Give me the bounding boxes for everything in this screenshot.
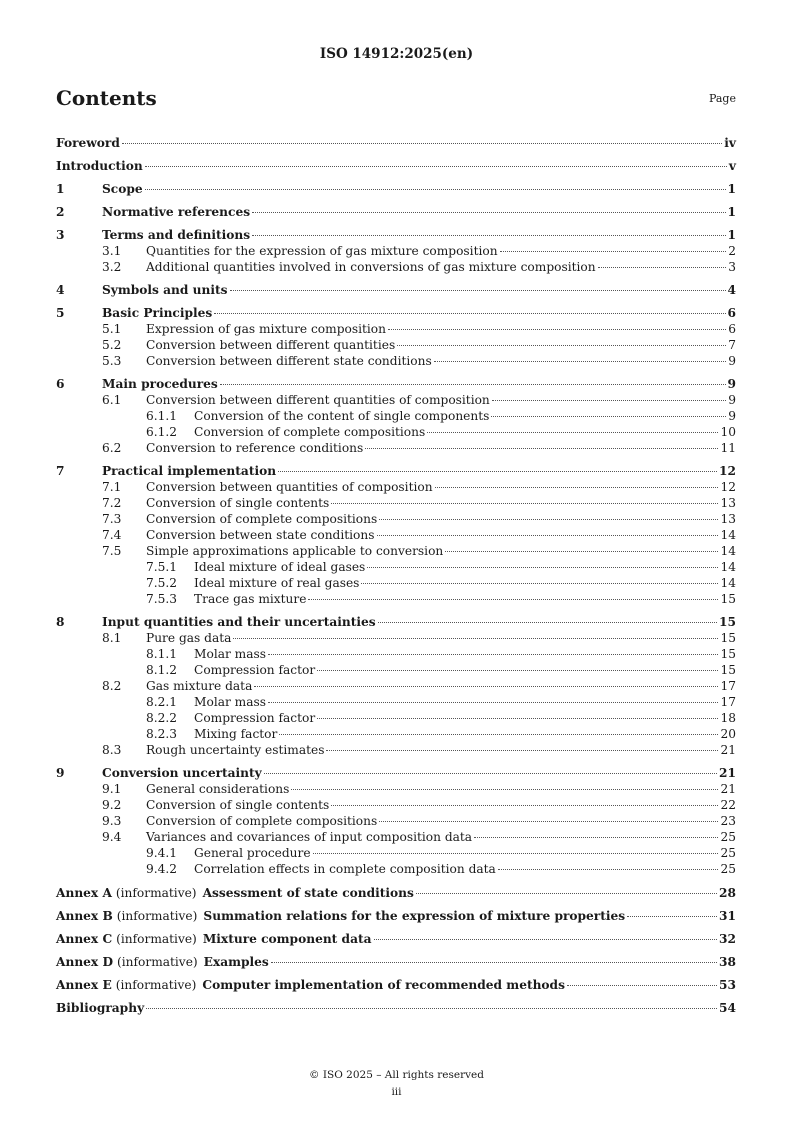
toc-entry[interactable] xyxy=(56,931,736,947)
dot-leader xyxy=(264,773,717,774)
toc-entry[interactable] xyxy=(56,337,736,353)
toc-entry-page: 21 xyxy=(720,782,736,796)
dot-leader xyxy=(397,345,726,346)
dot-leader xyxy=(308,599,718,600)
toc-entry-number: 5.2 xyxy=(102,338,122,352)
toc-annex-label: Annex A xyxy=(56,886,112,900)
toc-entry-title: Normative references xyxy=(102,205,251,219)
dot-leader xyxy=(317,718,718,719)
toc-entry-page: 13 xyxy=(720,512,736,526)
toc-entry-page: 14 xyxy=(720,576,736,590)
toc-entry-title: Main procedures xyxy=(102,377,218,391)
toc-entry-number: 8.2 xyxy=(102,679,122,693)
toc-entry-number: 2 xyxy=(56,205,65,219)
toc-entry-page: 31 xyxy=(719,909,736,923)
toc-entry[interactable] xyxy=(56,591,736,607)
toc-entry[interactable] xyxy=(56,376,736,392)
toc-entry-number: 7.5.3 xyxy=(146,592,178,606)
toc-entry-number: 8.1.1 xyxy=(146,647,178,661)
dot-leader xyxy=(331,805,718,806)
toc-entry[interactable] xyxy=(56,559,736,575)
toc-entry[interactable] xyxy=(56,575,736,591)
toc-entry[interactable] xyxy=(56,813,736,829)
toc-entry[interactable] xyxy=(56,678,736,694)
dot-leader xyxy=(233,638,718,639)
toc-entry[interactable] xyxy=(56,227,736,243)
dot-leader xyxy=(367,567,718,568)
toc-entry-number: 7.5.2 xyxy=(146,576,178,590)
dot-leader xyxy=(146,1008,717,1009)
toc-entry-title: Conversion between different quantities xyxy=(146,338,396,352)
dot-leader xyxy=(361,583,718,584)
toc-entry[interactable] xyxy=(56,694,736,710)
toc-entry-number: 6 xyxy=(56,377,65,391)
toc-entry-page: 6 xyxy=(727,306,736,320)
dot-leader xyxy=(492,400,726,401)
toc-entry-page: 15 xyxy=(720,631,736,645)
toc-entry-page: 1 xyxy=(727,182,736,196)
toc-entry-page: 12 xyxy=(720,480,736,494)
dot-leader xyxy=(230,290,726,291)
toc-entry-title: Simple approximations applicable to conversion xyxy=(146,544,444,558)
dot-leader xyxy=(313,853,719,854)
toc-entry-number: 8 xyxy=(56,615,65,629)
toc-entry-number: 3 xyxy=(56,228,65,242)
toc-entry[interactable] xyxy=(56,527,736,543)
toc-entry-title: Molar mass xyxy=(194,695,267,709)
toc-entry-number: 6.2 xyxy=(102,441,122,455)
toc-entry-number: 9 xyxy=(56,766,65,780)
toc-entry-number: 8.3 xyxy=(102,743,122,757)
toc-entry[interactable] xyxy=(56,495,736,511)
toc-entry-title: Terms and definitions xyxy=(102,228,251,242)
toc-entry[interactable] xyxy=(56,797,736,813)
toc-annex-label: Annex C xyxy=(56,932,113,946)
toc-entry-number: 9.4.2 xyxy=(146,862,178,876)
toc-entry[interactable] xyxy=(56,135,736,151)
toc-entry-page: 21 xyxy=(719,766,736,780)
toc-entry-title: Summation relations for the expression of mixture properties xyxy=(203,909,626,923)
dot-leader xyxy=(145,166,727,167)
toc-entry-page: 9 xyxy=(728,354,736,368)
toc-entry-page: 9 xyxy=(727,377,736,391)
dot-leader xyxy=(498,869,719,870)
toc-entry-title: Ideal mixture of real gases xyxy=(194,576,360,590)
dot-leader xyxy=(271,962,717,963)
toc-entry-page: 1 xyxy=(727,228,736,242)
toc-entry-number: 9.4.1 xyxy=(146,846,178,860)
toc-entry[interactable] xyxy=(56,742,736,758)
toc-entry-number: 4 xyxy=(56,283,65,297)
toc-entry-title: General procedure xyxy=(194,846,311,860)
toc-entry-number: 5.3 xyxy=(102,354,122,368)
document-header: ISO 14912:2025(en) xyxy=(319,46,474,62)
toc-entry-page: 25 xyxy=(720,862,736,876)
toc-entry-title: Examples xyxy=(203,955,269,969)
toc-entry-page: 25 xyxy=(720,830,736,844)
toc-entry-page: 28 xyxy=(719,886,736,900)
dot-leader xyxy=(254,686,718,687)
toc-entry[interactable] xyxy=(56,781,736,797)
page-number: iii xyxy=(391,1086,402,1098)
toc-entry[interactable] xyxy=(56,321,736,337)
toc-entry-number: 7.2 xyxy=(102,496,122,510)
toc-entry-number: 7 xyxy=(56,464,65,478)
toc-entry-page: 54 xyxy=(719,1001,736,1015)
toc-entry-title: Quantities for the expression of gas mixture composition xyxy=(146,244,498,258)
toc-entry-page: 15 xyxy=(719,615,736,629)
dot-leader xyxy=(567,985,717,986)
dot-leader xyxy=(379,519,718,520)
toc-entry-title: Introduction xyxy=(56,159,143,173)
toc-entry[interactable] xyxy=(56,408,736,424)
toc-entry-title: Mixing factor xyxy=(194,727,278,741)
toc-entry-title: Conversion of the content of single components xyxy=(194,409,490,423)
dot-leader xyxy=(252,235,725,236)
toc-entry-title: Conversion between quantities of composition xyxy=(146,480,433,494)
toc-entry[interactable] xyxy=(56,614,736,630)
toc-entry[interactable] xyxy=(56,829,736,845)
toc-entry-number: 8.1.2 xyxy=(146,663,178,677)
toc-entry-page: 9 xyxy=(728,393,736,407)
toc-entry-page: 4 xyxy=(727,283,736,297)
toc-entry[interactable] xyxy=(56,765,736,781)
toc-entry-page: 13 xyxy=(720,496,736,510)
toc-entry-title: Variances and covariances of input composition data xyxy=(146,830,473,844)
toc-entry-number: 9.4 xyxy=(102,830,122,844)
toc-entry-title: Additional quantities involved in conversions of gas mixture composition xyxy=(146,260,596,274)
toc-entry-number: 9.1 xyxy=(102,782,122,796)
dot-leader xyxy=(416,893,717,894)
toc-entry-page: 1 xyxy=(727,205,736,219)
toc-entry[interactable] xyxy=(56,305,736,321)
toc-entry[interactable] xyxy=(56,662,736,678)
dot-leader xyxy=(279,734,718,735)
toc-entry-page: 38 xyxy=(719,955,736,969)
dot-leader xyxy=(445,551,718,552)
toc-annex-type: (informative) xyxy=(116,932,197,946)
toc-entry-page: 15 xyxy=(720,647,736,661)
dot-leader xyxy=(268,654,718,655)
toc-entry[interactable] xyxy=(56,710,736,726)
toc-annex-label: Annex D xyxy=(56,955,114,969)
toc-entry-title: Conversion of complete compositions xyxy=(146,512,378,526)
dot-leader xyxy=(220,384,726,385)
toc-entry[interactable] xyxy=(56,861,736,877)
toc-entry-page: 6 xyxy=(728,322,736,336)
toc-entry[interactable] xyxy=(56,543,736,559)
toc-entry[interactable] xyxy=(56,204,736,220)
toc-entry[interactable] xyxy=(56,259,736,275)
toc-entry-title: Correlation effects in complete composition data xyxy=(194,862,496,876)
toc-entry-title: Molar mass xyxy=(194,647,267,661)
toc-entry[interactable] xyxy=(56,440,736,456)
toc-entry-number: 8.1 xyxy=(102,631,122,645)
toc-entry-page: 17 xyxy=(720,679,736,693)
toc-entry-page: 17 xyxy=(720,695,736,709)
toc-entry-title: Conversion between different state conditions xyxy=(146,354,432,368)
toc-entry-title: Ideal mixture of ideal gases xyxy=(194,560,366,574)
toc-entry-title: Compression factor xyxy=(194,711,316,725)
toc-entry-title: Computer implementation of recommended methods xyxy=(202,978,565,992)
toc-entry[interactable] xyxy=(56,181,736,197)
toc-entry-page: 14 xyxy=(720,560,736,574)
toc-entry-number: 3.1 xyxy=(102,244,122,258)
toc-entry-page: 14 xyxy=(720,528,736,542)
toc-entry[interactable] xyxy=(56,282,736,298)
toc-entry[interactable] xyxy=(56,954,736,970)
toc-annex-label: Annex E xyxy=(56,978,112,992)
toc-entry-number: 6.1 xyxy=(102,393,122,407)
toc-entry-number: 7.4 xyxy=(102,528,122,542)
toc-entry-number: 1 xyxy=(56,182,65,196)
toc-entry-title: Rough uncertainty estimates xyxy=(146,743,325,757)
toc-entry-title: Practical implementation xyxy=(102,464,277,478)
toc-entry-page: 32 xyxy=(719,932,736,946)
toc-entry-title: Conversion between different quantities of composition xyxy=(146,393,490,407)
dot-leader xyxy=(252,212,725,213)
page-footer xyxy=(0,1067,793,1101)
toc-entry-title: Conversion uncertainty xyxy=(102,766,262,780)
toc-entry-title: Conversion of complete compositions xyxy=(146,814,378,828)
toc-entry-title: Foreword xyxy=(56,136,120,150)
toc-entry-title: Expression of gas mixture composition xyxy=(146,322,386,336)
toc-entry-page: 22 xyxy=(720,798,736,812)
toc-entry-number: 6.1.1 xyxy=(146,409,178,423)
dot-leader xyxy=(326,750,718,751)
toc-entry-number: 8.2.3 xyxy=(146,727,178,741)
dot-leader xyxy=(331,503,718,504)
toc-entry-number: 5.1 xyxy=(102,322,122,336)
toc-entry[interactable] xyxy=(56,463,736,479)
dot-leader xyxy=(378,622,717,623)
toc-entry-title: Mixture component data xyxy=(202,932,372,946)
toc-entry-title: Symbols and units xyxy=(102,283,228,297)
toc-entry-title: Conversion between state conditions xyxy=(146,528,375,542)
dot-leader xyxy=(214,313,725,314)
dot-leader xyxy=(317,670,718,671)
dot-leader xyxy=(491,416,726,417)
toc-entry-number: 6.1.2 xyxy=(146,425,178,439)
toc-entry[interactable] xyxy=(56,511,736,527)
dot-leader xyxy=(500,251,727,252)
toc-entry-page: 53 xyxy=(719,978,736,992)
toc-entry-title: Assessment of state conditions xyxy=(202,886,414,900)
toc-entry-page: 14 xyxy=(720,544,736,558)
toc-entry-number: 9.3 xyxy=(102,814,122,828)
toc-entry-number: 7.5.1 xyxy=(146,560,178,574)
toc-entry[interactable] xyxy=(56,243,736,259)
toc-entry-title: Scope xyxy=(102,182,143,196)
dot-leader xyxy=(435,487,719,488)
toc-entry-page: 10 xyxy=(720,425,736,439)
toc-entry-title: Input quantities and their uncertainties xyxy=(102,615,376,629)
toc-entry-page: 20 xyxy=(720,727,736,741)
dot-leader xyxy=(434,361,727,362)
toc-annex-type: (informative) xyxy=(116,909,198,923)
toc-entry[interactable] xyxy=(56,1000,736,1016)
table-of-contents xyxy=(56,129,736,1016)
dot-leader xyxy=(627,916,717,917)
contents-title: Contents xyxy=(56,86,157,110)
toc-annex-type: (informative) xyxy=(115,886,197,900)
dot-leader xyxy=(278,471,717,472)
toc-entry-page: 23 xyxy=(720,814,736,828)
toc-entry[interactable] xyxy=(56,845,736,861)
toc-entry-number: 7.1 xyxy=(102,480,122,494)
toc-entry-number: 7.3 xyxy=(102,512,122,526)
dot-leader xyxy=(427,432,718,433)
toc-entry-title: Conversion of single contents xyxy=(146,798,330,812)
dot-leader xyxy=(365,448,718,449)
toc-entry-title: Trace gas mixture xyxy=(194,592,307,606)
toc-entry-number: 8.2.1 xyxy=(146,695,178,709)
toc-entry-title: Gas mixture data xyxy=(146,679,253,693)
toc-entry[interactable] xyxy=(56,630,736,646)
toc-entry-number: 8.2.2 xyxy=(146,711,178,725)
toc-entry-number: 9.2 xyxy=(102,798,122,812)
toc-entry-number: 7.5 xyxy=(102,544,122,558)
toc-entry[interactable] xyxy=(56,908,736,924)
toc-entry-page: 12 xyxy=(719,464,736,478)
dot-leader xyxy=(474,837,718,838)
toc-entry-page: 7 xyxy=(728,338,736,352)
dot-leader xyxy=(268,702,718,703)
dot-leader xyxy=(145,189,726,190)
toc-annex-type: (informative) xyxy=(117,955,198,969)
copyright-notice: © ISO 2025 – All rights reserved xyxy=(309,1069,484,1081)
toc-entry[interactable] xyxy=(56,424,736,440)
toc-entry-title: Bibliography xyxy=(56,1001,145,1015)
dot-leader xyxy=(377,535,719,536)
toc-entry[interactable] xyxy=(56,158,736,174)
toc-entry-page: iv xyxy=(724,136,736,150)
toc-entry-page: 25 xyxy=(720,846,736,860)
toc-entry-title: Compression factor xyxy=(194,663,316,677)
toc-entry-page: 15 xyxy=(720,592,736,606)
toc-entry-page: 21 xyxy=(720,743,736,757)
toc-entry-page: 2 xyxy=(728,244,736,258)
toc-entry-title: General considerations xyxy=(146,782,290,796)
toc-entry-title: Conversion of complete compositions xyxy=(194,425,426,439)
dot-leader xyxy=(291,789,718,790)
toc-entry-title: Conversion to reference conditions xyxy=(146,441,364,455)
page-column-label: Page xyxy=(708,92,736,105)
dot-leader xyxy=(122,143,722,144)
toc-entry[interactable] xyxy=(56,353,736,369)
toc-entry-page: 15 xyxy=(720,663,736,677)
toc-entry[interactable] xyxy=(56,885,736,901)
dot-leader xyxy=(374,939,718,940)
toc-entry-page: 11 xyxy=(720,441,736,455)
toc-annex-label: Annex B xyxy=(56,909,113,923)
toc-entry-title: Basic Principles xyxy=(102,306,213,320)
toc-entry-page: v xyxy=(728,159,736,173)
toc-entry[interactable] xyxy=(56,977,736,993)
toc-entry-page: 18 xyxy=(720,711,736,725)
toc-entry[interactable] xyxy=(56,479,736,495)
toc-entry-title: Conversion of single contents xyxy=(146,496,330,510)
dot-leader xyxy=(388,329,726,330)
toc-entry-number: 5 xyxy=(56,306,65,320)
toc-annex-type: (informative) xyxy=(115,978,197,992)
toc-entry[interactable] xyxy=(56,392,736,408)
dot-leader xyxy=(598,267,727,268)
toc-entry-page: 3 xyxy=(728,260,736,274)
toc-entry[interactable] xyxy=(56,726,736,742)
toc-entry[interactable] xyxy=(56,646,736,662)
toc-entry-page: 9 xyxy=(728,409,736,423)
toc-entry-title: Pure gas data xyxy=(146,631,232,645)
toc-entry-number: 3.2 xyxy=(102,260,122,274)
dot-leader xyxy=(379,821,718,822)
